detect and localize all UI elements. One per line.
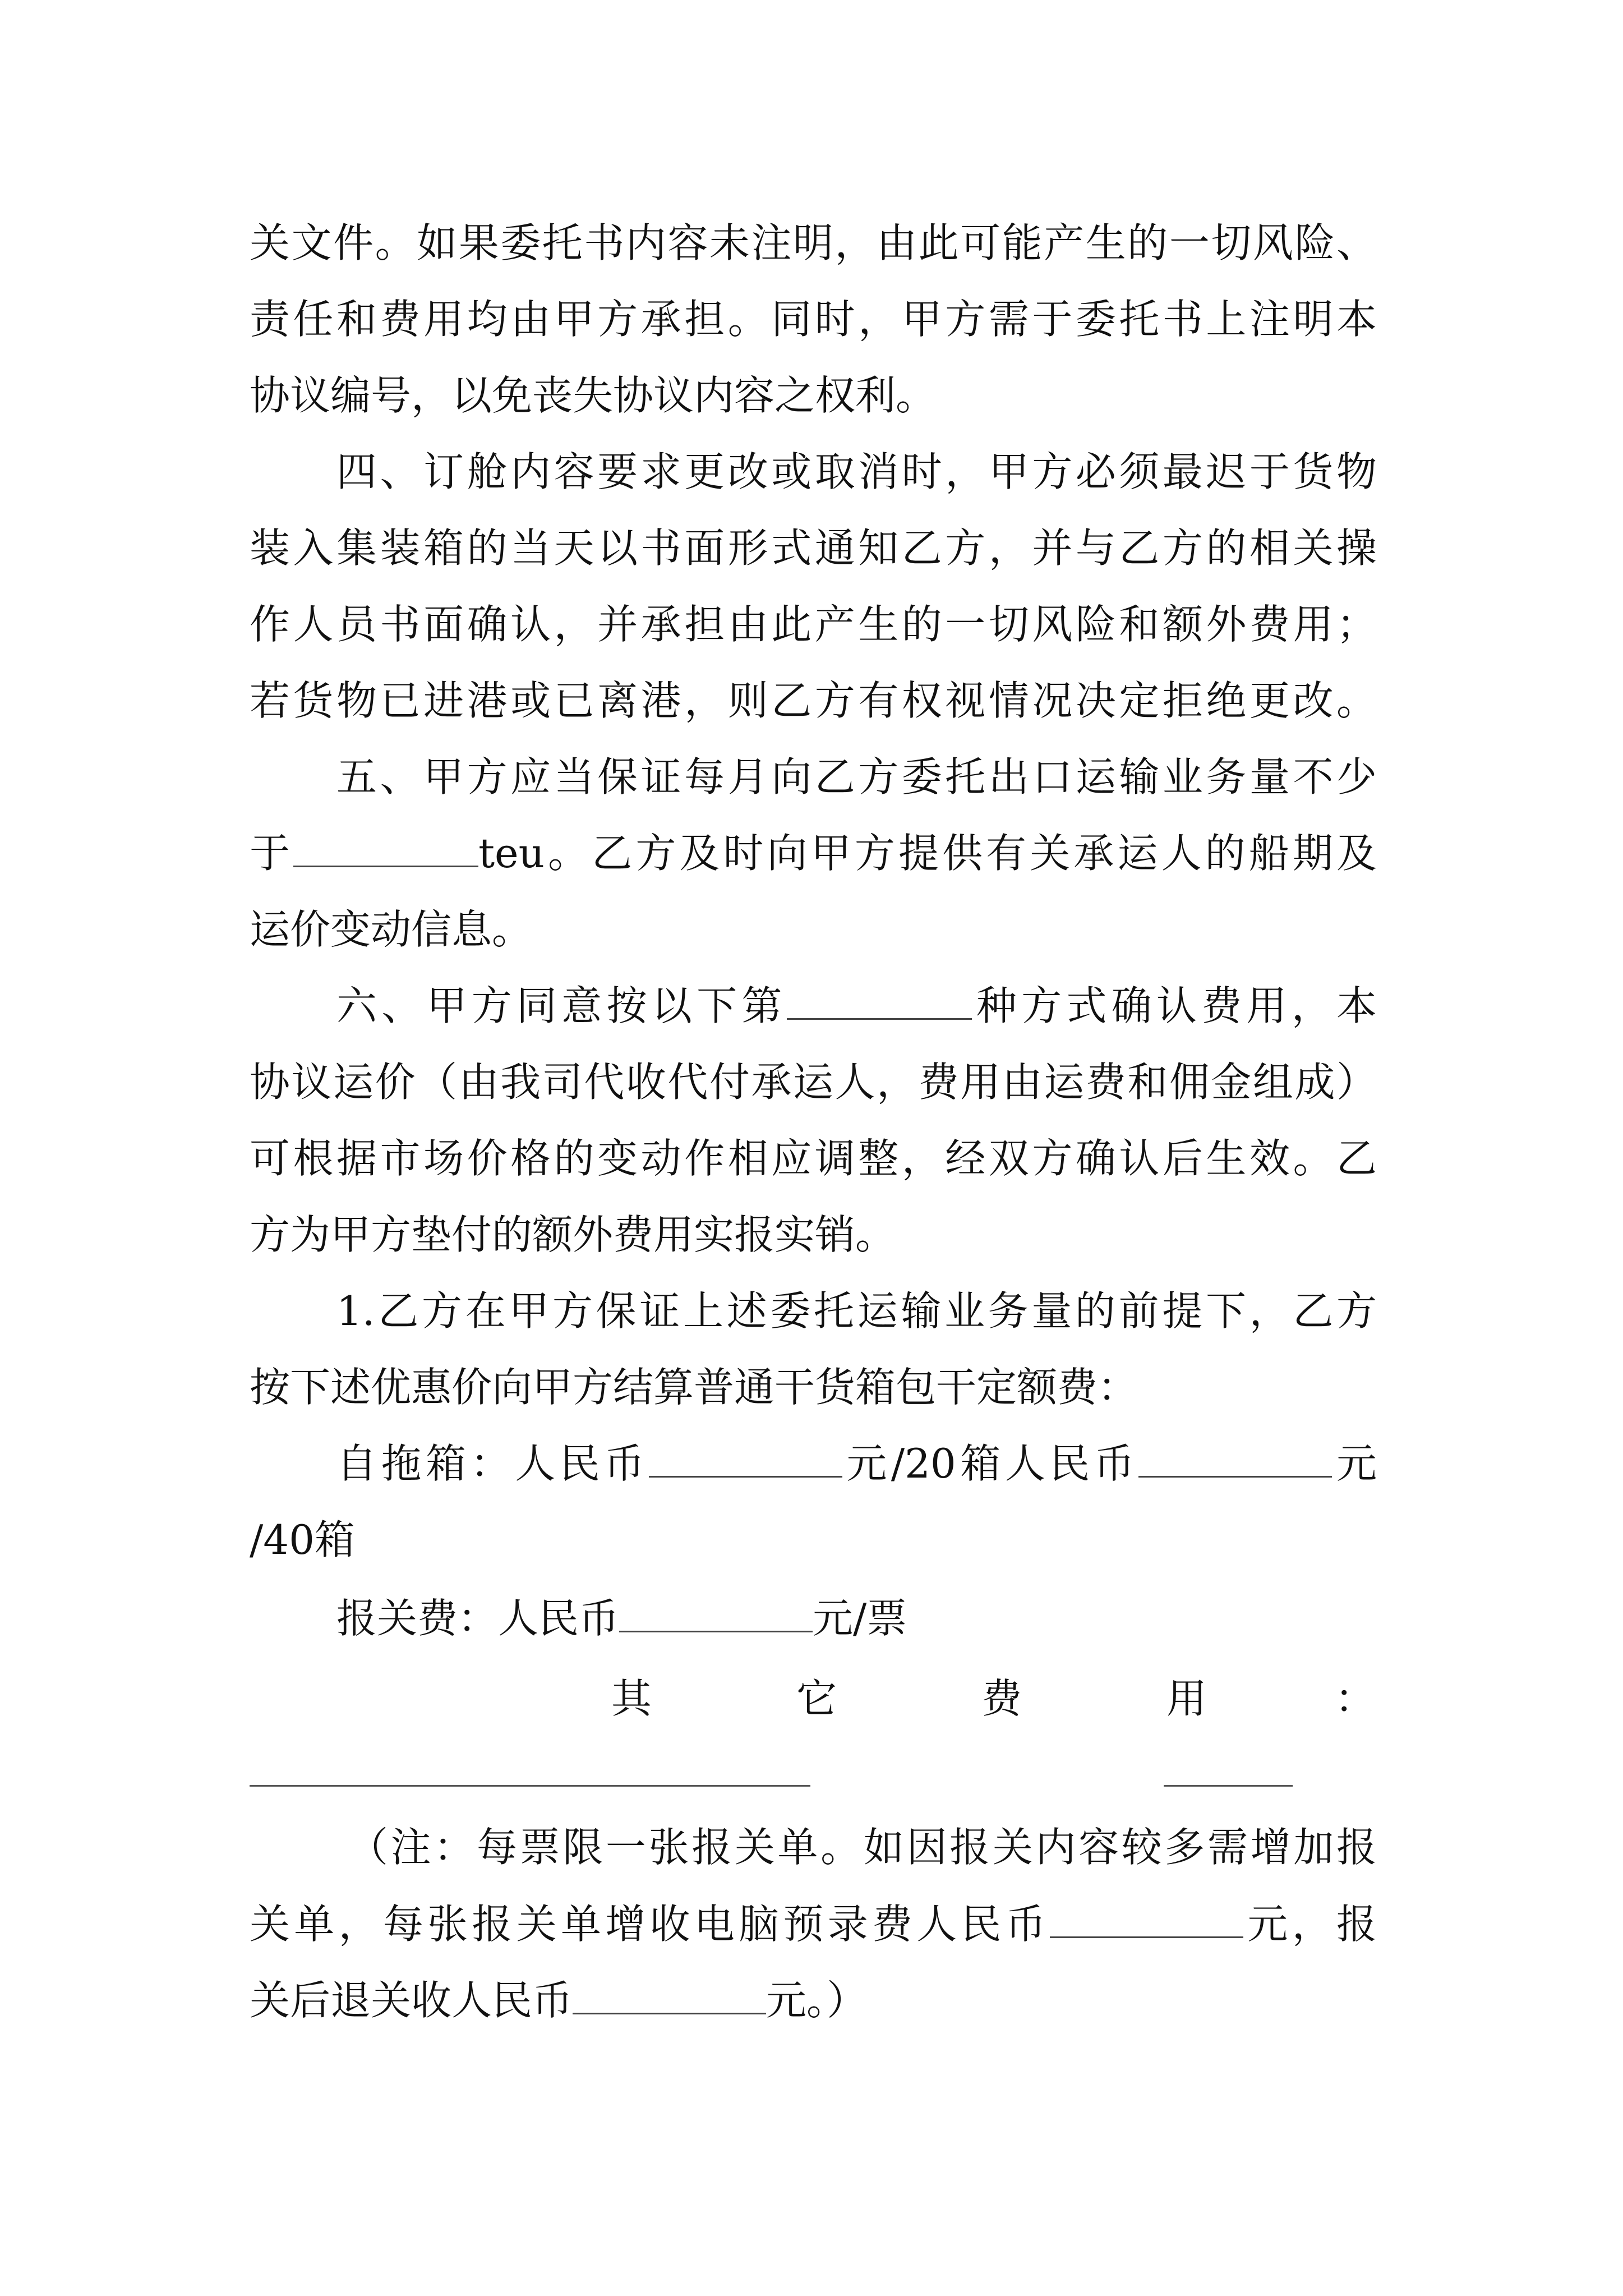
paragraph-3-line-2: 责任和费用均由甲方承担。同时，甲方需于委托书上注明本 [250,296,1377,343]
clause-5-prefix: 于 [250,830,294,877]
withdrawal-fee-blank [573,1973,766,2014]
clause-4-line-4: 若货物已进港或已离港，则乙方有权视情况决定拒绝更改。 [250,677,1377,724]
method-number-blank [787,979,972,1020]
pre-entry-fee-blank [1050,1897,1243,1938]
self-tow-20-unit: 元/20箱人民币 [842,1440,1139,1487]
paragraph-3-line-3: 协议编号，以免丧失协议内容之权利。 [250,372,937,419]
other-fees-char-2: 它 [796,1675,837,1722]
clause-6-line-3: 可根据市场价格的变动作相应调整，经双方确认后生效。乙 [250,1135,1377,1182]
other-fees-char-4: 用 [1166,1675,1207,1722]
item-1-line-2: 按下述优惠价向甲方结算普通干货箱包干定额费： [250,1364,1138,1411]
paragraph-3-line-1: 关文件。如果委托书内容未注明，由此可能产生的一切风险、 [250,219,1377,266]
clause-4-line-1: 四、订舱内容要求更改或取消时，甲方必须最迟于货物 [336,448,1377,495]
note-line-2-prefix: 关单，每张报关单增收电脑预录费人民币 [250,1901,1050,1948]
teu-volume-blank [293,826,478,867]
clause-4-line-2: 装入集装箱的当天以书面形式通知乙方，并与乙方的相关操 [250,524,1377,572]
note-line-2 [250,1896,1377,1952]
customs-fee-line [336,1590,1377,1646]
self-tow-40-unit: 元 [1332,1440,1377,1487]
self-tow-40-blank [1138,1437,1332,1478]
other-fees-char-3: 费 [981,1675,1022,1722]
customs-fee-blank [619,1591,813,1632]
clause-5-line-1: 五、甲方应当保证每月向乙方委托出口运输业务量不少 [336,753,1377,800]
self-tow-fee-line-2: /40箱 [250,1516,355,1563]
customs-fee-label: 报关费：人民币 [336,1595,620,1642]
clause-6-line-2: 协议运价（由我司代收代付承运人，费用由运费和佣金组成） [250,1059,1377,1106]
self-tow-fee-line [336,1435,1377,1492]
note-line-3 [250,1972,1377,2028]
item-1-line-1: 1.乙方在甲方保证上述委托运输业务量的前提下，乙方 [336,1287,1377,1335]
note-line-1: （注：每票限一张报关单。如因报关内容较多需增加报 [348,1824,1377,1871]
clause-5-line-3: 运价变动信息。 [250,906,533,953]
clause-6-prefix: 六、甲方同意按以下第 [336,982,787,1029]
clause-6-line-1 [336,978,1377,1034]
clause-5-suffix: teu。乙方及时向甲方提供有关承运人的船期及 [478,830,1377,877]
note-line-2-suffix: 元，报 [1243,1901,1377,1948]
clause-4-line-3: 作人员书面确认，并承担由此产生的一切风险和额外费用； [250,601,1377,648]
other-fees-blank-short [1164,1785,1293,1787]
other-fees-blank-long [250,1785,810,1787]
customs-fee-unit: 元/票 [813,1595,907,1642]
clause-6-suffix: 种方式确认费用，本 [971,982,1377,1029]
clause-6-line-4: 方为甲方垫付的额外费用实报实销。 [250,1211,896,1258]
note-line-3-suffix: 元。） [766,1977,868,2024]
other-fees-char-1: 其 [611,1675,652,1722]
note-line-3-prefix: 关后退关收人民币 [250,1977,573,2024]
clause-5-line-2 [250,825,1377,881]
self-tow-label: 自拖箱：人民币 [336,1440,649,1487]
self-tow-20-blank [649,1437,842,1478]
other-fees-char-5: ： [1335,1675,1376,1722]
